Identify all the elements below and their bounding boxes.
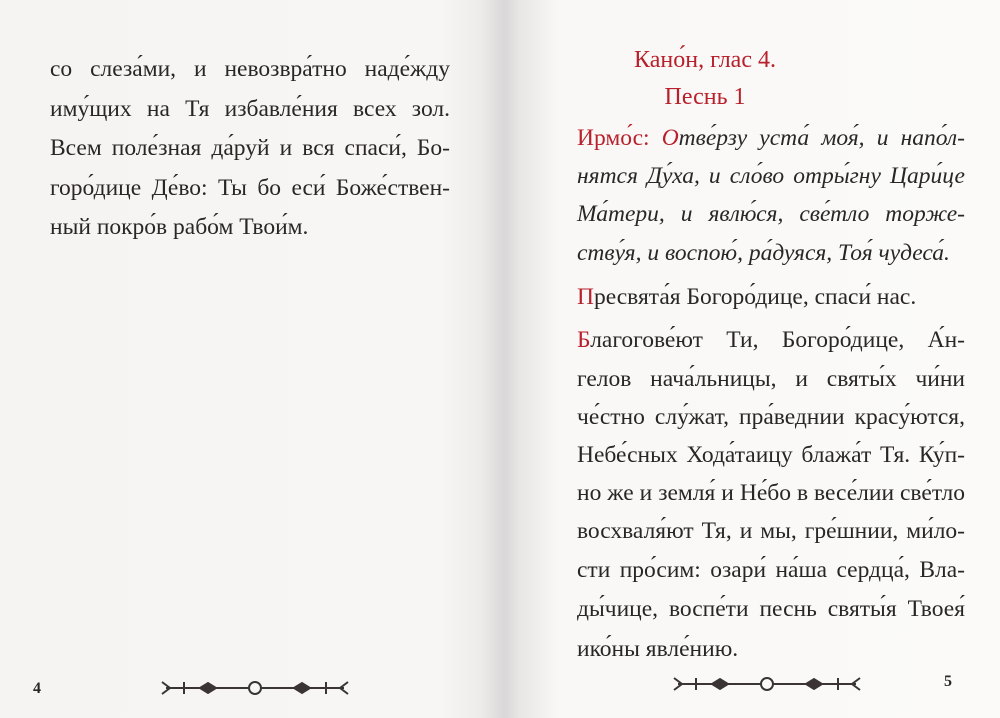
troparion-initial: Б xyxy=(577,327,591,353)
troparion-line: сти про́сим: озари́ на́ша сердца́, Вла- xyxy=(577,557,965,583)
irmos-text: тве́рзу уста́ моя́, и напо́л- xyxy=(678,125,966,151)
troparion-line: гелов нача́льницы, и святы́х чи́ни xyxy=(577,366,965,392)
troparion-text: лагогове́ют Ти, Богоро́дице, А́н- xyxy=(590,327,965,353)
text-line: иму́щих на Тя избавле́ния всех зол. xyxy=(50,96,450,122)
refrain-initial: П xyxy=(577,284,594,310)
refrain-text: ресвята́я Богоро́дице, спаси́ нас. xyxy=(593,284,917,310)
irmos-initial: О xyxy=(661,125,679,151)
troparion-line: ды́чице, воспе́ти песнь святы́я Твоея́ xyxy=(577,596,965,622)
refrain-line xyxy=(577,282,965,312)
text-line: горо́дице Де́во: Ты бо еси́ Боже́ствен- xyxy=(50,175,450,201)
text-line: Всем поле́зная да́руй и вся спаси́, Бо- xyxy=(50,135,450,161)
ode-title: Песнь 1 xyxy=(664,84,746,110)
troparion-line: восхваля́ют Тя, и мы, гре́шнии, ми́ло- xyxy=(577,518,965,544)
troparion-line: но же и земля́ и Не́бо в весе́лии све́тло xyxy=(577,480,965,506)
irmos-line: нятся Ду́ха, и сло́во отры́гну Цари́це xyxy=(577,163,965,189)
irmos-line: ству́я, и воспою́, ра́дуяся, Тоя́ чудеса́. xyxy=(577,240,950,266)
ornament-icon xyxy=(160,676,350,700)
troparion-line: че́стно слу́жат, пра́веднии красу́ются, xyxy=(577,404,965,430)
text-line: со слеза́ми, и невозвра́тно наде́жду xyxy=(50,56,450,82)
irmos-line xyxy=(577,123,965,153)
ornament-icon xyxy=(672,672,862,696)
troparion-line: Небе́сных Хода́таицу блажа́т Тя. Ку́п- xyxy=(577,442,965,468)
canon-title: Кано́н, глас 4. xyxy=(634,47,776,73)
irmos-line: Ма́тери, и явлю́ся, све́тло торже- xyxy=(577,201,965,227)
troparion-line xyxy=(577,325,965,355)
irmos-label: Ирмо́с: xyxy=(577,125,662,151)
page-number: 5 xyxy=(944,673,952,690)
text-line: ный покро́в рабо́м Твои́м. xyxy=(50,214,309,240)
page-number: 4 xyxy=(33,680,41,697)
troparion-line: ико́ны явле́нию. xyxy=(577,636,739,662)
